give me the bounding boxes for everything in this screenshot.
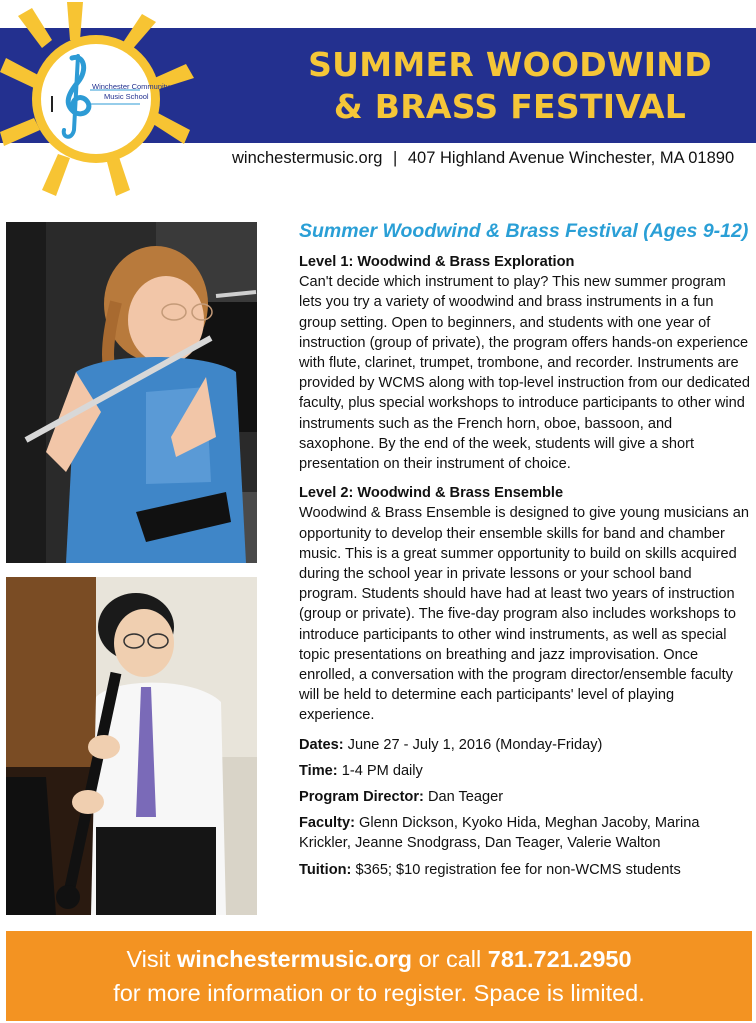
title-line-1: SUMMER WOODWIND: [308, 45, 712, 84]
detail-value: Dan Teager: [427, 789, 504, 806]
program-description: [299, 218, 751, 886]
girl-playing-flute-photo: [6, 222, 257, 563]
level-2-text: Woodwind & Brass Ensemble is designed to give young musicians an opportunity to develop their ensemble skills for band and chamber music. This is a great summer opportunity to build on skills acquired during the school year in private lessons or your school band program. Students should have had at least two years of instruction (group or private). The five-day program also includes workshops to introduce participants to other wind instruments, as well as special topic presentations on breathing and jazz improvisation. Once enrolled, a conversation with the program director/ensemble faculty will be held to determine each participants' level of playing experience.: [299, 505, 749, 724]
level-1-title: Level 1: Woodwind & Brass Exploration: [299, 254, 575, 270]
title-line-2: & BRASS FESTIVAL: [333, 87, 687, 126]
boy-playing-clarinet-photo: [6, 577, 257, 915]
detail-dates: [299, 735, 751, 755]
detail-label: Faculty:: [299, 815, 355, 832]
level-1-block: [299, 252, 751, 474]
street-address: 407 Highland Avenue Winchester, MA 01890: [407, 149, 735, 167]
website-link[interactable]: winchestermusic.org: [232, 149, 383, 167]
footer-line-1: [6, 942, 752, 976]
separator: |: [392, 149, 398, 167]
level-2-block: [299, 483, 751, 725]
detail-faculty: [299, 813, 751, 853]
footer-call-to-action: [6, 931, 752, 1021]
footer-website-link[interactable]: winchestermusic.org: [176, 946, 413, 972]
detail-time: [299, 761, 751, 781]
detail-tuition: [299, 860, 751, 880]
page-title: [300, 44, 720, 128]
detail-value: June 27 - July 1, 2016 (Monday-Friday): [347, 736, 603, 753]
detail-value: $365; $10 registration fee for non-WCMS students: [355, 861, 681, 878]
sun-logo-icon: [0, 0, 200, 200]
section-heading: Summer Woodwind & Brass Festival (Ages 9-12): [299, 220, 749, 242]
level-2-title: Level 2: Woodwind & Brass Ensemble: [299, 485, 564, 502]
address-line: [232, 149, 734, 168]
footer-or-call: or call: [418, 946, 482, 972]
detail-value: Glenn Dickson, Kyoko Hida, Meghan Jacoby, Marina Krickler, Jeanne Snodgrass, Dan Teager, Valerie Walton: [299, 815, 700, 852]
detail-label: Dates:: [299, 736, 344, 753]
detail-label: Tuition:: [299, 861, 352, 878]
footer-visit: Visit: [126, 946, 171, 972]
footer-line-2: for more information or to register. Space is limited.: [113, 980, 645, 1006]
logo-text: Winchester Community Music School: [92, 82, 170, 101]
detail-program-director: [299, 787, 751, 807]
detail-label: Program Director:: [299, 789, 424, 806]
detail-label: Time:: [299, 762, 338, 779]
detail-value: 1-4 PM daily: [341, 762, 423, 779]
footer-phone-number[interactable]: 781.721.2950: [487, 946, 632, 972]
level-1-text: Can't decide which instrument to play? This new summer program lets you try a variety of woodwind and brass instruments in a fun group setting. Open to beginners, and students with one year of instruction (group of private), the program offers hands-on experience with flute, clarinet, trumpet, trombone, and recorder. Instruments are provided by WCMS along with top-level instruction from our dedicated faculty, plus special workshops to introduce participants to other wind instruments such as the French horn, oboe, bassoon, and saxophone. By the end of the week, students will give a short presentation on their instrument of choice.: [299, 274, 750, 473]
